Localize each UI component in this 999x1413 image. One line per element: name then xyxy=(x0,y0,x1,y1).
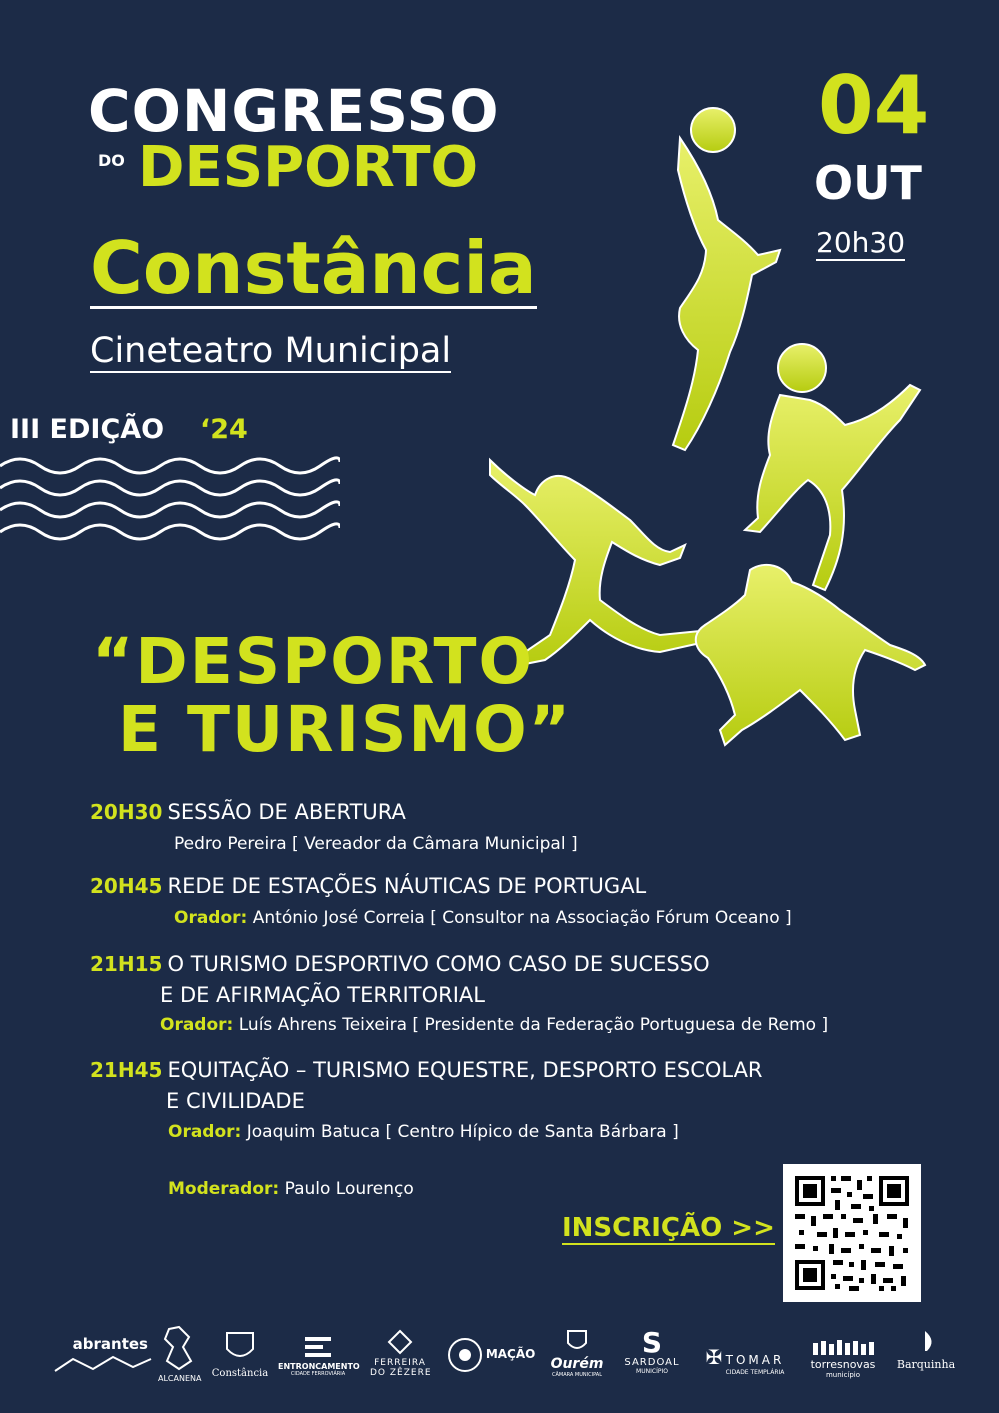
program-title: SESSÃO DE ABERTURA xyxy=(167,800,406,824)
logo-torresnovas-sub: município xyxy=(825,1371,861,1379)
logo-alcanena-text: ALCANENA xyxy=(158,1374,202,1383)
logo-ferreira-text2: DO ZÊZERE xyxy=(370,1368,432,1378)
logo-ourem-text: Ourém xyxy=(550,1356,604,1372)
program-item xyxy=(90,800,406,824)
program-title-line2: E DE AFIRMAÇÃO TERRITORIAL xyxy=(160,983,485,1007)
abrantes-mark-icon xyxy=(53,1353,153,1375)
program-speaker xyxy=(168,1122,679,1142)
logo-sardoal xyxy=(620,1326,684,1375)
program-item xyxy=(90,874,646,898)
logo-entroncamento-sub: CIDADE FERROVIÁRIA xyxy=(290,1371,346,1377)
event-day: 04 xyxy=(818,59,930,152)
program-time: 20H45 xyxy=(90,874,163,898)
speaker-name: Pedro Pereira [ Vereador da Câmara Municipal ] xyxy=(174,834,578,854)
constancia-crest-icon xyxy=(223,1327,257,1365)
venue-title: Cineteatro Municipal xyxy=(90,331,452,371)
program-title-line2: E CIVILIDADE xyxy=(166,1089,305,1113)
tomar-cross-icon: ✠ xyxy=(705,1345,723,1369)
logo-torresnovas xyxy=(805,1339,881,1379)
logo-ourem xyxy=(545,1329,609,1378)
speaker-name: António José Correia [ Consultor na Associação Fórum Oceano ] xyxy=(252,908,792,928)
edition-label: III EDIÇÃO xyxy=(10,414,165,445)
program-title: O TURISMO DESPORTIVO COMO CASO DE SUCESSO xyxy=(167,952,710,976)
title-do: DO xyxy=(98,151,125,170)
sardoal-mark-icon: S xyxy=(641,1326,663,1359)
program-title: EQUITAÇÃO – TURISMO EQUESTRE, DESPORTO ESCOLAR xyxy=(167,1058,763,1082)
logo-entroncamento xyxy=(278,1333,358,1377)
moderator xyxy=(168,1179,414,1199)
logo-sardoal-sub: MUNICÍPIO xyxy=(636,1368,668,1375)
moderator-name: Paulo Lourenço xyxy=(284,1179,414,1199)
ball-icon xyxy=(778,344,826,392)
program-time: 20H30 xyxy=(90,800,163,824)
partner-logos xyxy=(40,1325,970,1395)
theme-line1: “DESPORTO xyxy=(92,625,535,698)
logo-sardoal-text: SARDOAL xyxy=(624,1357,680,1368)
logo-barquinha-text: Barquinha xyxy=(896,1358,956,1371)
waves-decoration xyxy=(0,452,340,547)
program-time: 21H15 xyxy=(90,952,163,976)
moderator-label: Moderador: xyxy=(168,1179,280,1199)
logo-abrantes-text: abrantes xyxy=(72,1335,148,1353)
logo-tomar-sub: CIDADE TEMPLÁRIA xyxy=(725,1369,785,1376)
logo-ferreira xyxy=(370,1329,430,1378)
program-speaker xyxy=(174,834,578,854)
program-title: REDE DE ESTAÇÕES NÁUTICAS DE PORTUGAL xyxy=(167,874,647,898)
title-congresso: CONGRESSO xyxy=(88,77,500,145)
logo-ourem-sub: CÂMARA MUNICIPAL xyxy=(552,1372,602,1378)
program-item xyxy=(90,1058,763,1082)
logo-macao-text: MAÇÃO xyxy=(485,1347,536,1361)
speaker-label: Orador: xyxy=(160,1015,234,1035)
city-title: Constância xyxy=(90,226,537,310)
logo-constancia-text: Constância xyxy=(211,1368,269,1379)
logo-tomar xyxy=(695,1345,795,1376)
event-time: 20h30 xyxy=(816,226,906,259)
logo-constancia xyxy=(210,1327,270,1379)
barquinha-sail-icon xyxy=(913,1329,939,1355)
logo-ferreira-text: FERREIRA xyxy=(374,1358,426,1368)
edition-year: ‘24 xyxy=(200,414,248,445)
program-speaker xyxy=(160,1015,828,1035)
logo-abrantes xyxy=(48,1335,158,1378)
speaker-name: Luís Ahrens Teixeira [ Presidente da Federação Portuguesa de Remo ] xyxy=(238,1015,829,1035)
registration-link[interactable]: INSCRIÇÃO >> xyxy=(562,1213,775,1243)
theme-line2: E TURISMO” xyxy=(118,693,573,767)
title-desporto: DESPORTO xyxy=(138,135,479,200)
ourem-crest-icon xyxy=(566,1329,588,1353)
volleyball-player-icon xyxy=(673,138,780,450)
logo-macao xyxy=(446,1337,536,1373)
program-speaker xyxy=(174,908,792,928)
handball-player-icon xyxy=(696,565,925,745)
speaker-label: Orador: xyxy=(168,1122,242,1142)
ball-icon xyxy=(691,108,735,152)
logo-tomar-text: TOMAR xyxy=(725,1353,785,1367)
theme-title xyxy=(92,625,573,767)
qr-code[interactable] xyxy=(783,1164,921,1302)
macao-mark-icon xyxy=(447,1337,483,1373)
logo-barquinha xyxy=(890,1329,962,1371)
program-item xyxy=(90,952,710,976)
speaker-label: Orador: xyxy=(174,908,248,928)
speaker-name: Joaquim Batuca [ Centro Hípico de Santa Bárbara ] xyxy=(246,1122,679,1142)
logo-entroncamento-text: ENTRONCAMENTO xyxy=(278,1362,360,1371)
basketball-player-icon xyxy=(745,385,920,590)
qr-code-icon xyxy=(783,1164,921,1302)
logo-torresnovas-text: torresnovas xyxy=(810,1358,876,1371)
event-month: OUT xyxy=(814,156,922,210)
alcanena-mark-icon xyxy=(161,1325,195,1371)
program-time: 21H45 xyxy=(90,1058,163,1082)
torresnovas-mark-icon xyxy=(811,1339,875,1355)
entroncamento-mark-icon xyxy=(303,1333,333,1359)
ferreira-mark-icon xyxy=(387,1329,413,1355)
logo-alcanena xyxy=(158,1325,202,1383)
